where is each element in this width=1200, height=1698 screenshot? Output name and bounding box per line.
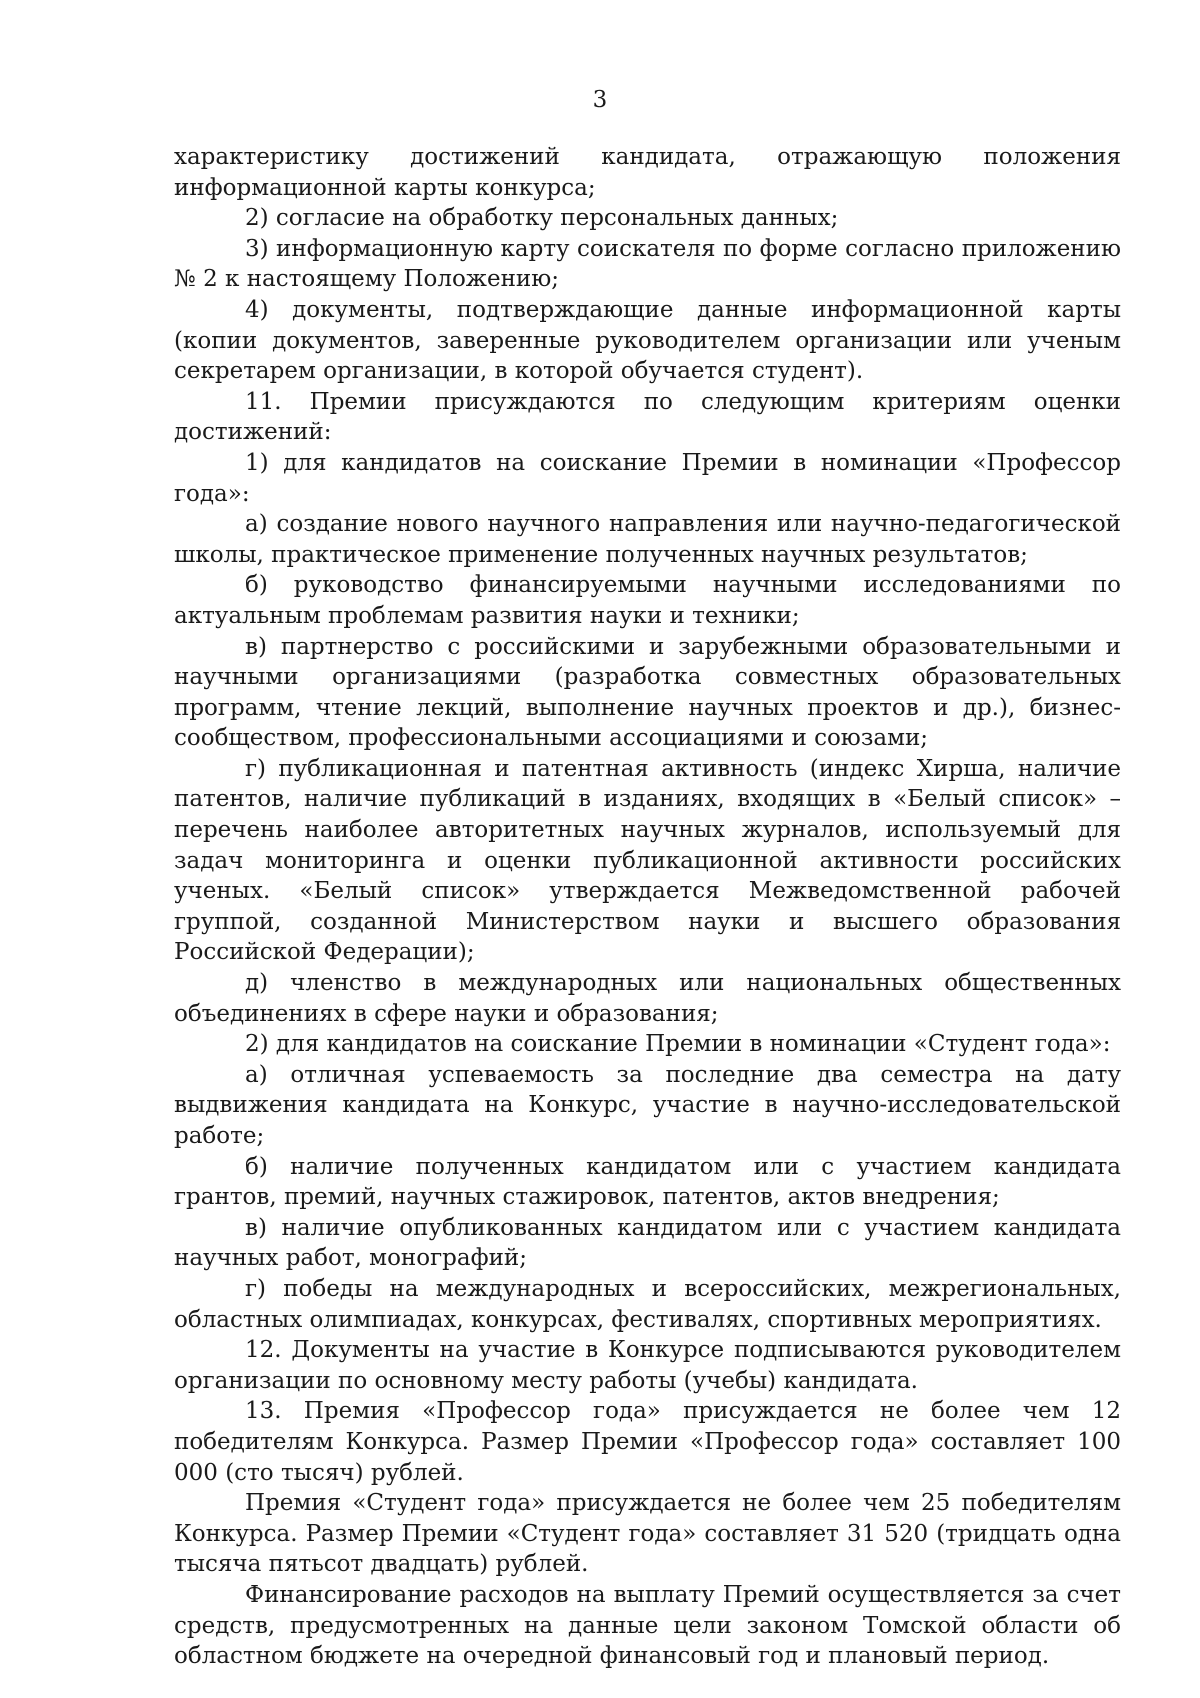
document-body [174,142,1121,1672]
paragraph: 13. Премия «Профессор года» присуждается не более чем 12 победителям Конкурса. Размер Премии «Профессор года» составляет 100 000 (сто тысяч) рублей. [174,1398,1121,1486]
paragraph: а) отличная успеваемость за последние два семестра на дату выдвижения кандидата на Конкурс, участие в научно-исследовательской работе; [174,1061,1121,1149]
paragraph: б) руководство финансируемыми научными исследованиями по актуальным проблемам развития науки и техники; [174,572,1121,629]
page-number: 3 [592,87,608,113]
paragraph: б) наличие полученных кандидатом или с участием кандидата грантов, премий, научных стажировок, патентов, актов внедрения; [174,1153,1121,1211]
paragraph: в) партнерство с российскими и зарубежными образовательными и научными организациями (разработка совместных образовательных программ, чтение лекций, выполнение научных проектов и др.), бизнес-сообществом, профессиональными ассоциациями и союзами; [174,633,1121,752]
paragraph: характеристику достижений кандидата, отражающую положения информационной карты конкурса; [174,144,1121,201]
paragraph: 3) информационную карту соискателя по форме согласно приложению № 2 к настоящему Положению; [174,235,1121,293]
paragraph: 2) согласие на обработку персональных данных; [245,205,839,232]
paragraph: 4) документы, подтверждающие данные информационной карты (копии документов, заверенные руководителем организации или ученым секретарем организации, в которой обучается студент). [174,296,1121,385]
paragraph: в) наличие опубликованных кандидатом или с участием кандидата научных работ, монографий; [174,1214,1121,1272]
paragraph: г) победы на международных и всероссийских, межрегиональных, областных олимпиадах, конкурсах, фестивалях, спортивных мероприятиях. [174,1275,1121,1333]
paragraph: Премия «Студент года» присуждается не более чем 25 победителям Конкурса. Размер Премии «Студент года» составляет 31 520 (тридцать одна тысяча пятьсот двадцать) рублей. [174,1490,1121,1578]
paragraph: 12. Документы на участие в Конкурсе подписываются руководителем организации по основному месту работы (учебы) кандидата. [174,1337,1121,1394]
paragraph: Финансирование расходов на выплату Премий осуществляется за счет средств, предусмотренных на данные цели законом Томской области об областном бюджете на очередной финансовый год и плановый период. [174,1581,1121,1670]
paragraph: 1) для кандидатов на соискание Премии в номинации «Профессор года»: [174,449,1121,507]
paragraph: 2) для кандидатов на соискание Премии в номинации «Студент года»: [245,1031,1111,1058]
paragraph: 11. Премии присуждаются по следующим критериям оценки достижений: [174,388,1121,446]
paragraph: д) членство в международных или национальных общественных объединениях в сфере науки и образования; [174,970,1121,1027]
paragraph: г) публикационная и патентная активность (индекс Хирша, наличие патентов, наличие публикаций в изданиях, входящих в «Белый список» – перечень наиболее авторитетных научных журналов, используемый для задач мониторинга и оценки публикационной активности российских ученых. «Белый список» утверждается Межведомственной рабочей группой, созданной Министерством науки и высшего образования Российской Федерации); [174,755,1121,966]
paragraph: а) создание нового научного направления или научно-педагогической школы, практическое применение полученных научных результатов; [174,511,1121,568]
